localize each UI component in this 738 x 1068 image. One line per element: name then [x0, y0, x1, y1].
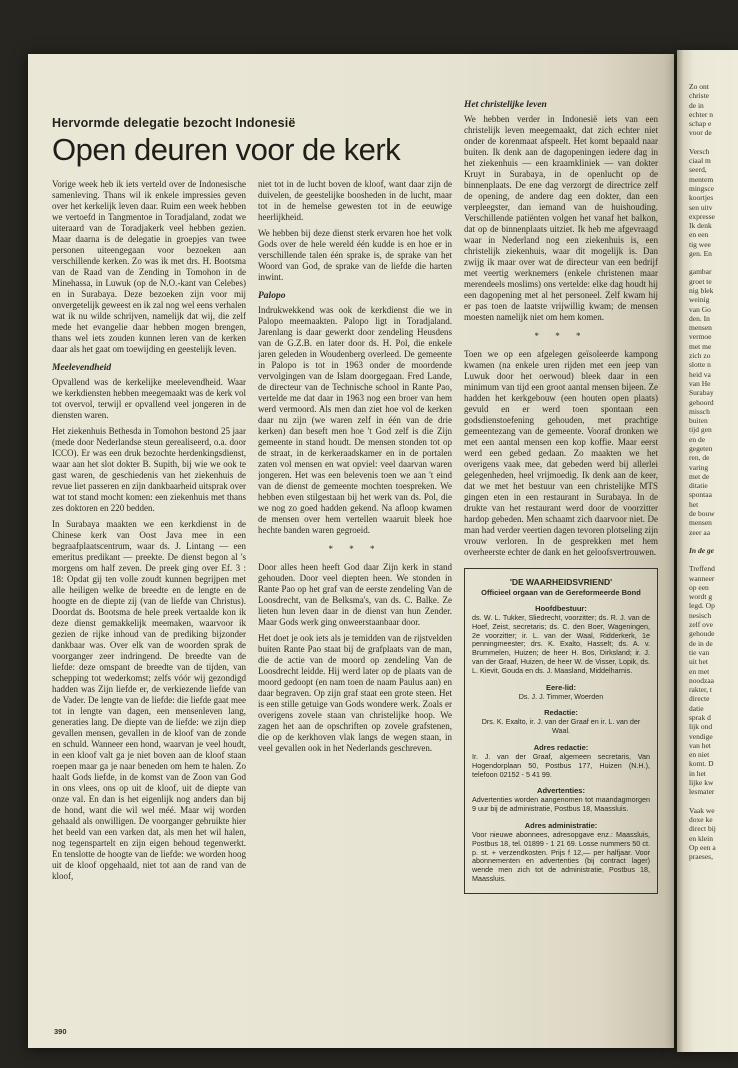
sliver-text-fragment: ciaal m	[689, 156, 711, 166]
sliver-text-fragment: echter n	[689, 109, 713, 119]
sliver-text-fragment: uit het	[689, 657, 708, 667]
sliver-text-fragment: gen. En	[689, 249, 712, 259]
sliver-paragraph-gap	[689, 555, 738, 564]
sliver-text-fragment: den. In	[689, 313, 710, 323]
colophon-subtitle: Officieel orgaan van de Gereformeerde Bond	[481, 588, 641, 597]
sliver-text-fragment: doxe ke	[689, 814, 713, 824]
page-content	[52, 80, 658, 1036]
sliver-text-fragment: schap e	[689, 119, 712, 129]
sliver-text-fragment: rakter, t	[689, 685, 713, 695]
body-paragraph: Het doet je ook iets als je temidden van de rijstvelden buiten Rante Pao staat bij de grafplaats van de man, die de actie van de moord op zendeling Van de Loosdrecht leidde. Hij werd later op de plaats van de moord gedoopt (en nam toen de naam Paulus aan) en daar begraven. Op zijn graf staat een grote steen. Het is een stille getuige van Gods wondere werk. Zoals er overigens zovele staan van christelijke hoop. We zagen het aan de opschriften op zovele grafstenen, die op de kerkhoven vlak langs de wegen staan, in veel gevallen ook in het Nederlands geschreven.	[258, 633, 452, 753]
sliver-text-fragment: expresse	[689, 211, 715, 221]
sliver-text-fragment: en een	[689, 230, 709, 240]
article-kicker: Hervormde delegatie bezocht Indonesië	[52, 116, 296, 130]
body-paragraph: We hebben verder in Indonesië iets van een christelijk leven meegemaakt, dat zich echter niet onder de korenmaat afspeelt. Het komt bepaald naar buiten. Ik denk aan de dagopeningen iedere dag in het ziekenhuis — een kraamkliniek — van dokter Kruyt in Surabaya, in de openlucht op de binnenplaats. De ene dag verzorgt de directrice zelf de opening, de andere dag een dokter, dan een verpleegster, dan iemand van de huishouding. Verschillende patiënten volgen het vanaf het balkon, dat op de binnenplaats uitziet. Ik heb me afgevraagd waar in Nederland nog een ziekenhuis is, een christelijk ziekenhuis, waar dit mogelijk is. Dan zwijg ik maar over wat de directeur van een bedrijf met veertig werknemers (enkele christenen maar merendeels moslims) ons vertelde: elke dag houdt hij een dagopening met al het personeel. Zelf kwam hij er pas toen de laatste vrijwillig kwam; de mensen moesten namelijk niet om hem komen.	[464, 114, 658, 322]
text-column-2	[258, 179, 452, 1007]
sliver-text-fragment: wanneer	[689, 573, 715, 583]
text-column-3	[464, 80, 658, 1030]
sliver-subheading-fragment: In de ge	[689, 545, 714, 555]
colophon-section-label: Hoofdbestuur:	[535, 604, 587, 613]
colophon-section-label: Redactie:	[544, 708, 578, 718]
sliver-text-fragment: Versch	[689, 146, 710, 156]
sliver-text-fragment: noodzaa	[689, 675, 714, 685]
sliver-text-fragment: varing	[689, 462, 709, 472]
colophon-section-label: Advertenties:	[537, 786, 585, 796]
section-subheading: Het christelijke leven	[464, 100, 547, 110]
body-paragraph: Opvallend was de kerkelijke meelevendheid. Waar we kerkdiensten hebben meegemaakt was de kerk vol tot overvol, terwijl er opvallend veel jongeren in de diensten waren.	[52, 377, 246, 420]
sliver-text-fragment: Treffend	[689, 564, 715, 574]
sliver-text-fragment: Ik denk	[689, 221, 712, 231]
body-paragraph: Door alles heen heeft God daar Zijn kerk in stand gehouden. Door veel diepten heen. We stonden in Rante Pao op het graf van de eerste zendeling Van de Loosdrecht, van de Belksma's, van ds. C. Balke. Ze lieten hun leven daar in de dienst van hun Zender. Maar Gods werk ging onweerstaanbaar door.	[258, 562, 452, 627]
colophon-sections	[472, 604, 650, 884]
body-paragraph: Toen we op een afgelegen geïsoleerde kampong kwamen (na enkele uren rijden met een jeep van Luwuk door het oerwoud) bleek daar in een minimum van tijd een groot aantal mensen bijeen. Ze hadden het kerkgebouw (een houten open plaats) gevuld en er werd toen spontaan een godsdienstoefening gehouden, met prachtige gemeentezang van de gemeente. Vooraf dronken we met een aantal mensen een kop koffie. Maar eerst werd een gebed gedaan. Zo maakten we het overigens vaak mee, dat gebeden werd bij allerlei gelegenheden, heel vrijmoedig. Ik denk aan de keer, dat we met het bestuur van een christelijke MTS gingen eten in een restaurant in Surabaya. In de drukte van het restaurant werd door de voorzitter hardop gebeden. Men schaamt zich daarvoor niet. De man had verder veertien dagen tevoren plotseling zijn vrouw verloren. In de gesprekken met hem overheerste echter de dank en het geloofsvertrouwen.	[464, 349, 658, 557]
sliver-text-fragment: mensen	[689, 518, 712, 528]
sliver-text-fragment: het	[689, 499, 699, 509]
sliver-text-fragment: gegeten	[689, 443, 713, 453]
colophon-section-text: Ds. J. J. Timmer, Woerden	[518, 691, 604, 701]
sliver-text-fragment: de in de	[689, 638, 713, 648]
sliver-text-fragment: voor de	[689, 128, 712, 138]
colophon-section-text: Ir. J. van der Graaf, algemeen secretaris, Van Hogendorplaan 50, Postbus 177, Huizen (N.H.), telefoon 02152 - 5 41 99.	[472, 751, 650, 779]
sliver-text-fragment: lijke kw	[689, 778, 714, 788]
colophon-section-text: Drs. K. Exalto, ir. J. van der Graaf en ir. L. van der Waal.	[481, 717, 641, 736]
section-subheading: Meelevendheid	[52, 363, 112, 373]
sliver-text-fragment: gehoord	[689, 397, 714, 407]
sliver-text-fragment: met me	[689, 341, 712, 351]
sliver-text-fragment: nig blek	[689, 285, 714, 295]
section-subheading: Palopo	[258, 291, 286, 301]
sliver-text-fragment: weinig	[689, 295, 710, 305]
body-paragraph: niet tot in de lucht boven de kloof, want daar zijn de duivelen, de geestelijke boosheden in de lucht, maar tot in de hemelse gewesten tot in de eeuwige heerlijkheid.	[258, 179, 452, 222]
colophon-box	[464, 568, 658, 894]
colophon-title: 'DE WAARHEIDSVRIEND'	[509, 577, 613, 587]
sliver-text-fragment: slotte n	[689, 360, 711, 370]
colophon-section-label: Adres administratie:	[524, 820, 598, 830]
sliver-text-fragment: sen uitv	[689, 202, 713, 212]
sliver-text-fragment: zelf ove	[689, 620, 713, 630]
sliver-text-fragment: buiten	[689, 416, 708, 426]
sliver-text-fragment: heid va	[689, 369, 711, 379]
sliver-text-fragment: koortjes	[689, 193, 714, 203]
body-paragraph: Indrukwekkend was ook de kerkdienst die we in Palopo meemaakten. Palopo ligt in Toradjaland. Jarenlang is daar gewerkt door zendeling Heusdens van de G.Z.B. en later door ds. H. Pol, die enkele jaren geleden in Woudenberg overleed. De gemeente in Palopo is tot in 1963 onder de moordende vervolgingen van de Islam doorgegaan. Fred Lande, de directeur van de Technische school in Rante Pao, vertelde me dat daar in 1963 nog een broer van hem werd vermoord. Als men dan ziet hoe vol de kerken daar nu zijn (we waren zelf in één van de drie kerken) dan beseft men hoe 't God zelf is die Zijn gemeente in stand houdt. De mensen stonden tot op de straat, in de kerkeraadskamer en in de portalen zaten vol mensen en wat opviel: veel daarvan waren jongeren. Het was een belevenis toen we aan 't eind van de dienst de gemeente mochten toespreken. We hebben even stilgestaan bij het werk van ds. Pol, die we nog zo goed hadden gekend. Na afloop kwamen de mensen over hem vertellen waaruit bleek hoe hechte banden waren gegroeid.	[258, 305, 452, 535]
text-column-1	[52, 179, 246, 1007]
sliver-text-fragment: van het	[689, 740, 711, 750]
sliver-text-fragment: seerd,	[689, 165, 707, 175]
sliver-paragraph-gap	[689, 797, 738, 806]
sliver-text-fragment: groet te	[689, 276, 712, 286]
sliver-text-fragment: gambar	[689, 267, 712, 277]
column-3-blocks	[464, 100, 658, 558]
sliver-text-fragment: datie	[689, 703, 704, 713]
section-separator: * * *	[328, 544, 382, 554]
sliver-text-fragment: tijd gen	[689, 425, 712, 435]
facing-page-text	[689, 82, 738, 1038]
facing-page-sliver	[677, 50, 738, 1052]
sliver-text-fragment: vermoe	[689, 332, 712, 342]
sliver-text-fragment: ditatie	[689, 481, 708, 491]
sliver-text-fragment: Surabay	[689, 388, 714, 398]
sliver-text-fragment: van He	[689, 378, 711, 388]
sliver-text-fragment: spontaa	[689, 490, 712, 500]
sliver-text-fragment: mensen	[689, 323, 712, 333]
sliver-text-fragment: en de	[689, 434, 706, 444]
magazine-page	[28, 54, 674, 1048]
sliver-text-fragment: zeer aa	[689, 527, 711, 537]
sliver-text-fragment: Zo ont	[689, 82, 709, 91]
body-paragraph: We hebben bij deze dienst sterk ervaren hoe het volk Gods over de hele wereld één kudde is en hoe er in verschillende talen één sprake is, de sprake van het Woord van God, de sprake van de liefde die harten inwint.	[258, 228, 452, 282]
sliver-text-fragment: legd. Op	[689, 601, 715, 611]
sliver-text-fragment: de bouw	[689, 509, 715, 519]
colophon-section-label: Eere-lid:	[545, 682, 576, 692]
section-separator: * * *	[534, 331, 588, 341]
colophon-section-text: Voor nieuwe abonnees, adresopgave enz.: Maassluis, Postbus 18, tel. 01899 - 1 21 69. Losse nummers 50 ct. p. st. + verzendkosten. Prijs f 12,— per halfjaar. Voor abonnementen en advertenties (bij contract lager) wende men zich tot de administratie, Postbus 18, Maassluis.	[472, 829, 650, 883]
sliver-text-fragment: en met	[689, 666, 710, 676]
sliver-text-fragment: lijk ond	[689, 722, 713, 732]
sliver-text-fragment: tie van	[689, 647, 710, 657]
sliver-text-fragment: komt. D	[689, 759, 714, 769]
sliver-text-fragment: praeses,	[689, 852, 713, 862]
sliver-text-fragment: zich zo	[689, 351, 711, 361]
sliver-text-fragment: mingsce	[689, 183, 714, 193]
body-paragraph: Vorige week heb ik iets verteld over de Indonesische samenleving. Thans wil ik enkele impressies geven over het kerkelijk leven daar. Ruim een week hebben we vertoefd in Tangmentoe in Toradjaland, zodat we uiteraard van de Toradjakerk veel hebben gezien. Maar daarna is de delegatie in groepjes van twee personen uiteengegaan voor bezoeken aan verschillende kerken. Zo was ik met drs. H. Bootsma van de Raad van de Zending in Tomohon in de Minehassa, in Luwuk (op de N.O.-kant van Celebes) en in Surabaya. Deze bezoeken zijn voor mij onvergetelijk geweest en ik zal nog wel eens verhalen wat ik nu wilde schrijven, namelijk dat wij, die zelf mede het evangelie daar hebben mogen brengen, thans wel iets zouden kunnen leren van de kerken daar als het gaat om toewijding en geestelijk leven.	[52, 179, 246, 354]
sliver-text-fragment: Vaak we	[689, 805, 715, 815]
sliver-text-fragment: de in	[689, 100, 704, 110]
sliver-text-fragment: wordt g	[689, 592, 713, 602]
headline-and-first-columns	[52, 80, 452, 1030]
sliver-text-fragment: direct bij	[689, 824, 716, 834]
sliver-text-fragment: in het	[689, 768, 706, 778]
sliver-text-fragment: directe	[689, 694, 710, 704]
sliver-text-fragment: Op een a	[689, 842, 716, 852]
body-paragraph: In Surabaya maakten we een kerkdienst in de Chinese kerk van Oost Java mee in een begraafplaatscentrum, waar ds. J. Lintang — een emeritus predikant — preekte. De dienst begon al 's morgens om half zeven. De preek ging over Ef. 3 : 18: Opdat gij ten volle zoudt kunnen begrijpen met alle heiligen welke de breedte en de lengte en de hoogte en de diepte zij (van de liefde van Christus). Doordat ds. Bootsma de hele preek vertaalde kon ik deze dienst gemakkelijk meemaken, waarvoor ik gezien de rijke inhoud van de prediking bijzonder dankbaar was. Over elk van de woorden sprak de voorganger zeer indringend. De breedte van de liefde: deze omspant de breedte van de tijden, van schepping tot wederkomst; zelfs vóór wij gezondigd hadden was Zijn liefde er, de verkiezende liefde van de Vader. De lengte van de liefde: die liefde gaat mee tot in lengte van dagen, een mensenleven lang, generaties lang. De diepte van de liefde: we zijn diep gevallen mensen, gevallen in de kloof van de zonde en schuld. Wanneer een hond, waarvan je veel houdt, in een kloof valt ga je niet boven aan de kloof staan roepen maar ga je naar beneden om hem te halen. Zo haalt Gods liefde, in de komst van de Zoon van God in ons vlees, ons op uit de kloof, uit de diepte van onze val. En dan is het eigenlijk nog anders dan bij de hond, want die wil wel méé. Maar wij worden gehaald als onwilligen. De voorganger gebruikte hier het beeld van een varken dat, als men het wil halen, nog tegenspartelt en zijn eigen behoud tegenwerkt. En tenslotte de hoogte van de liefde: we worden hoog uit de kloof opgehaald, niet tot aan de rand van de kloof,	[52, 519, 246, 881]
sliver-text-fragment: en klein	[689, 833, 713, 843]
sliver-text-fragment: christe	[689, 91, 709, 101]
colophon-section-text: ds. W. L. Tukker, Sliedrecht, voorzitter; ds. R. J. van de Hoef, Zeist, secretaris; ds. C. den Boer, Wageningen, 2e voorzitter; ir. L. van der Waal, Ridderkerk, 1e penningmeester; drs. K. Exalto, Hasselt; ds. A. v. Brummelen, Huizen; de heer H. Bos, Dirksland; ir. J. van der Graaf, Huizen, de heer W. de Visser, Lopik, ds. L. Kievit, Gouda en ds. J. Maasland, Middelharnis.	[472, 613, 650, 675]
sliver-text-fragment: van Go	[689, 304, 711, 314]
sliver-text-fragment: missch	[689, 406, 710, 416]
sliver-text-fragment: met de	[689, 471, 710, 481]
colophon-section-text: Advertenties worden aangenomen tot maandagmorgen 9 uur bij de administratie, Postbus 18, Maassluis.	[472, 795, 650, 814]
sliver-text-fragment: lesmater	[689, 787, 715, 797]
sliver-text-fragment: sprak d	[689, 713, 711, 722]
body-paragraph: Het ziekenhuis Bethesda in Tomohon bestond 25 jaar (mede door Nederlandse steun gerealiseerd, o.a. door ICCO). Er was een druk bezochte herdenkingsdienst, waar aan het slot dokter B. Supith, bij wie we ook te gast waren, de geschiedenis van het ziekenhuis de revue liet passeren en zijn dankbaarheid uitsprak over wat tot stand mocht komen: een ziekenhuis met thans zes doktoren en 220 bedden.	[52, 426, 246, 513]
sliver-text-fragment: vendige	[689, 731, 713, 741]
sliver-text-fragment: gehoude	[689, 629, 715, 639]
sliver-text-fragment: nesisch	[689, 610, 712, 620]
sliver-text-fragment: tig wee	[689, 239, 711, 249]
sliver-text-fragment: ren, de	[689, 453, 710, 463]
sliver-text-fragment: op een	[689, 582, 709, 592]
sliver-text-fragment: en niet	[689, 750, 710, 760]
sliver-paragraph-gap	[689, 537, 738, 546]
article-headline: Open deuren voor de kerk	[52, 132, 401, 167]
sliver-text-fragment: mentem	[689, 174, 714, 184]
page-number: 390	[54, 1027, 67, 1036]
sliver-paragraph-gap	[689, 138, 738, 147]
sliver-paragraph-gap	[689, 258, 738, 267]
colophon-section-label: Adres redactie:	[533, 742, 589, 752]
